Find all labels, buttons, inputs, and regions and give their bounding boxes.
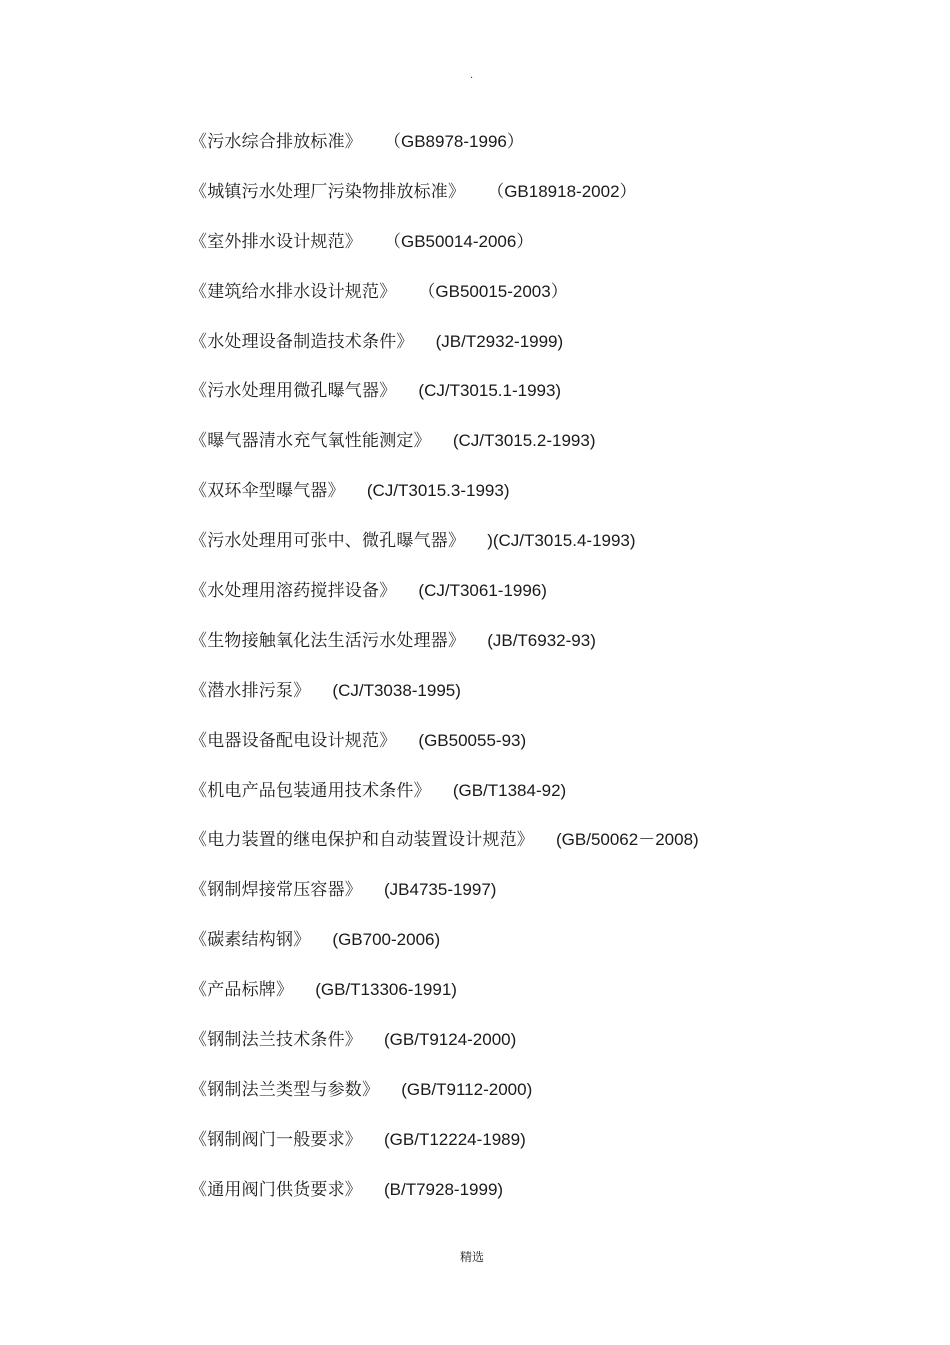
reference-code: (GB/T1384-92) xyxy=(452,780,567,800)
reference-item xyxy=(190,1026,810,1076)
reference-item xyxy=(190,128,810,178)
reference-title: 《电器设备配电设计规范》 xyxy=(190,730,397,751)
reference-code: (GB/T9112-2000) xyxy=(401,1079,533,1099)
reference-code: (JB/T2932-1999) xyxy=(435,331,564,351)
reference-code: (B/T7928-1999) xyxy=(384,1179,504,1199)
reference-code: (CJ/T3038-1995) xyxy=(332,680,461,700)
standards-reference-list xyxy=(190,128,810,1226)
page-footer-label: 精选 xyxy=(460,1250,485,1264)
reference-title: 《建筑给水排水设计规范》 xyxy=(190,281,397,302)
reference-code: (GB700-2006) xyxy=(332,930,441,950)
reference-code: （GB50014-2006） xyxy=(384,231,534,251)
reference-code: (CJ/T3015.3-1993) xyxy=(366,481,510,501)
reference-code: （GB8978-1996） xyxy=(384,132,524,151)
reference-title: 《钢制法兰类型与参数》 xyxy=(190,1079,380,1100)
reference-title: 《通用阀门供货要求》 xyxy=(190,1179,362,1200)
reference-title: 《双环伞型曝气器》 xyxy=(190,481,345,502)
reference-item xyxy=(190,427,810,477)
reference-item xyxy=(190,377,810,427)
reference-code: (GB50055-93) xyxy=(418,730,527,750)
reference-item xyxy=(190,1176,810,1226)
reference-code: (JB4735-1997) xyxy=(384,880,497,900)
reference-item xyxy=(190,777,810,827)
reference-code: (JB/T6932-93) xyxy=(487,630,596,650)
reference-title: 《机电产品包装通用技术条件》 xyxy=(190,780,431,801)
reference-title: 《生物接触氧化法生活污水处理器》 xyxy=(190,630,466,651)
reference-item xyxy=(190,278,810,328)
reference-title: 《产品标牌》 xyxy=(190,980,294,1001)
reference-item xyxy=(190,876,810,926)
reference-title: 《钢制焊接常压容器》 xyxy=(190,880,362,901)
reference-item xyxy=(190,527,810,577)
reference-title: 《污水处理用可张中、微孔曝气器》 xyxy=(190,531,466,552)
reference-title: 《水处理设备制造技术条件》 xyxy=(190,331,414,352)
reference-item xyxy=(190,328,810,378)
reference-code: (GB/T13306-1991) xyxy=(315,980,457,1000)
reference-title: 《钢制阀门一般要求》 xyxy=(190,1129,362,1150)
reference-item xyxy=(190,826,810,876)
reference-item xyxy=(190,228,810,278)
reference-item xyxy=(190,926,810,976)
reference-code: (GB/50062－2008) xyxy=(556,830,699,850)
reference-title: 《电力装置的继电保护和自动装置设计规范》 xyxy=(190,830,534,851)
reference-title: 《钢制法兰技术条件》 xyxy=(190,1030,362,1051)
reference-item xyxy=(190,178,810,228)
reference-title: 《室外排水设计规范》 xyxy=(190,231,362,252)
reference-code: （GB18918-2002） xyxy=(487,181,637,201)
reference-title: 《潜水排污泵》 xyxy=(190,680,311,701)
reference-item xyxy=(190,727,810,777)
reference-item xyxy=(190,976,810,1026)
reference-item xyxy=(190,677,810,727)
reference-code: (CJ/T3015.2-1993) xyxy=(452,431,596,451)
reference-title: 《污水综合排放标准》 xyxy=(190,132,362,152)
reference-item xyxy=(190,627,810,677)
reference-item xyxy=(190,1126,810,1176)
reference-title: 《曝气器清水充气氧性能测定》 xyxy=(190,431,431,452)
reference-title: 《水处理用溶药搅拌设备》 xyxy=(190,581,397,602)
reference-code: (CJ/T3015.1-1993) xyxy=(418,381,562,401)
page-header-mark: . xyxy=(470,70,474,81)
reference-title: 《污水处理用微孔曝气器》 xyxy=(190,381,397,402)
reference-code: (GB/T12224-1989) xyxy=(384,1129,526,1149)
reference-code: （GB50015-2003） xyxy=(418,281,568,301)
reference-title: 《碳素结构钢》 xyxy=(190,930,311,951)
reference-code: (GB/T9124-2000) xyxy=(384,1030,517,1050)
reference-item xyxy=(190,477,810,527)
reference-title: 《城镇污水处理厂污染物排放标准》 xyxy=(190,181,466,202)
reference-code: )(CJ/T3015.4-1993) xyxy=(487,531,636,551)
reference-item xyxy=(190,1076,810,1126)
reference-code: (CJ/T3061-1996) xyxy=(418,581,547,601)
reference-item xyxy=(190,577,810,627)
